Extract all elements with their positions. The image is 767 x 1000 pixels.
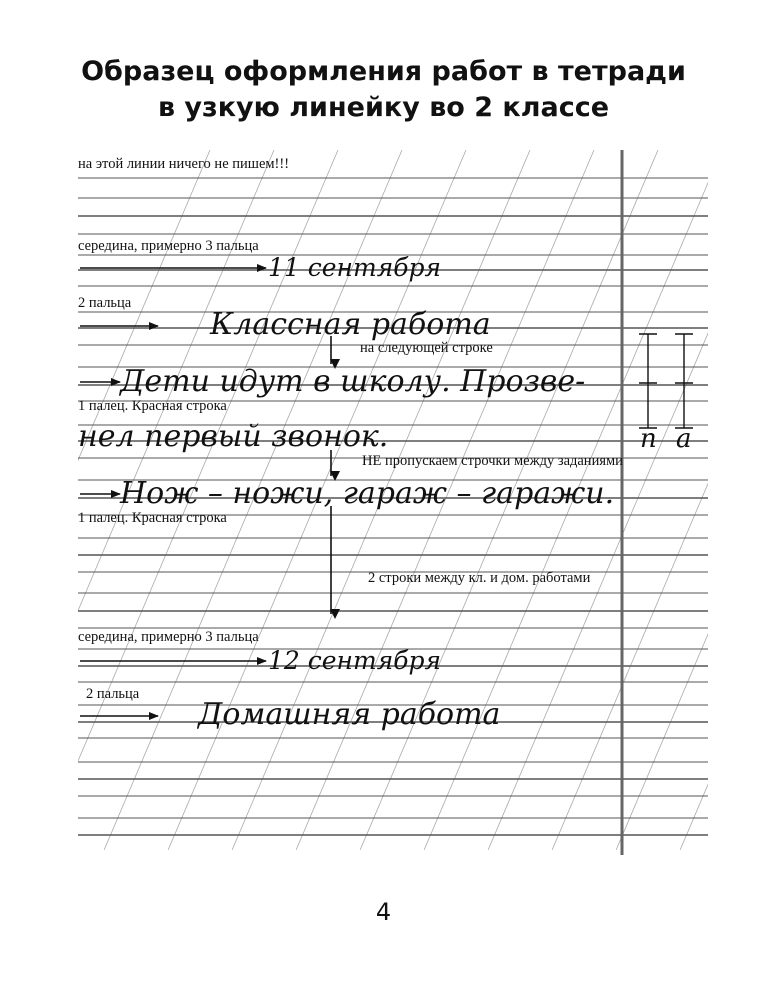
hand-classwork: Классная работа	[210, 307, 491, 342]
slant-line	[678, 150, 767, 855]
hand-words: Нож – ножи, гараж – гаражи.	[120, 476, 615, 511]
letter-a: а	[676, 424, 692, 454]
letter-height-guide	[639, 334, 693, 428]
letter-p: п	[640, 424, 657, 454]
note-middle-2: середина, примерно 3 пальца	[78, 629, 259, 645]
note-two-lines: 2 строки между кл. и дом. работами	[368, 570, 591, 586]
page-title-line-1: Образец оформления работ в тетради	[81, 56, 686, 87]
page-number: 4	[375, 898, 392, 926]
hand-date-2: 12 сентября	[268, 646, 442, 675]
hand-sentence-part2: нел первый звонок.	[78, 419, 389, 454]
page-title-line-2: в узкую линейку во 2 классе	[157, 92, 610, 123]
note-top-line: на этой линии ничего не пишем!!!	[78, 156, 290, 172]
slant-line	[614, 150, 767, 855]
note-red-line-2: 1 палец. Красная строка	[78, 510, 227, 526]
note-middle-1: середина, примерно 3 пальца	[78, 238, 259, 254]
note-two-fingers-2: 2 пальца	[86, 686, 140, 702]
hand-date-1: 11 сентября	[268, 253, 442, 282]
hand-sentence-part1: Дети идут в школу. Прозве-	[120, 364, 586, 399]
note-two-fingers-1: 2 пальца	[78, 295, 132, 311]
note-next-line: на следующей строке	[360, 340, 493, 356]
note-red-line-1: 1 палец. Красная строка	[78, 398, 227, 414]
hand-homework: Домашняя работа	[198, 697, 501, 732]
note-no-skip: НЕ пропускаем строчки между заданиями	[362, 453, 623, 469]
